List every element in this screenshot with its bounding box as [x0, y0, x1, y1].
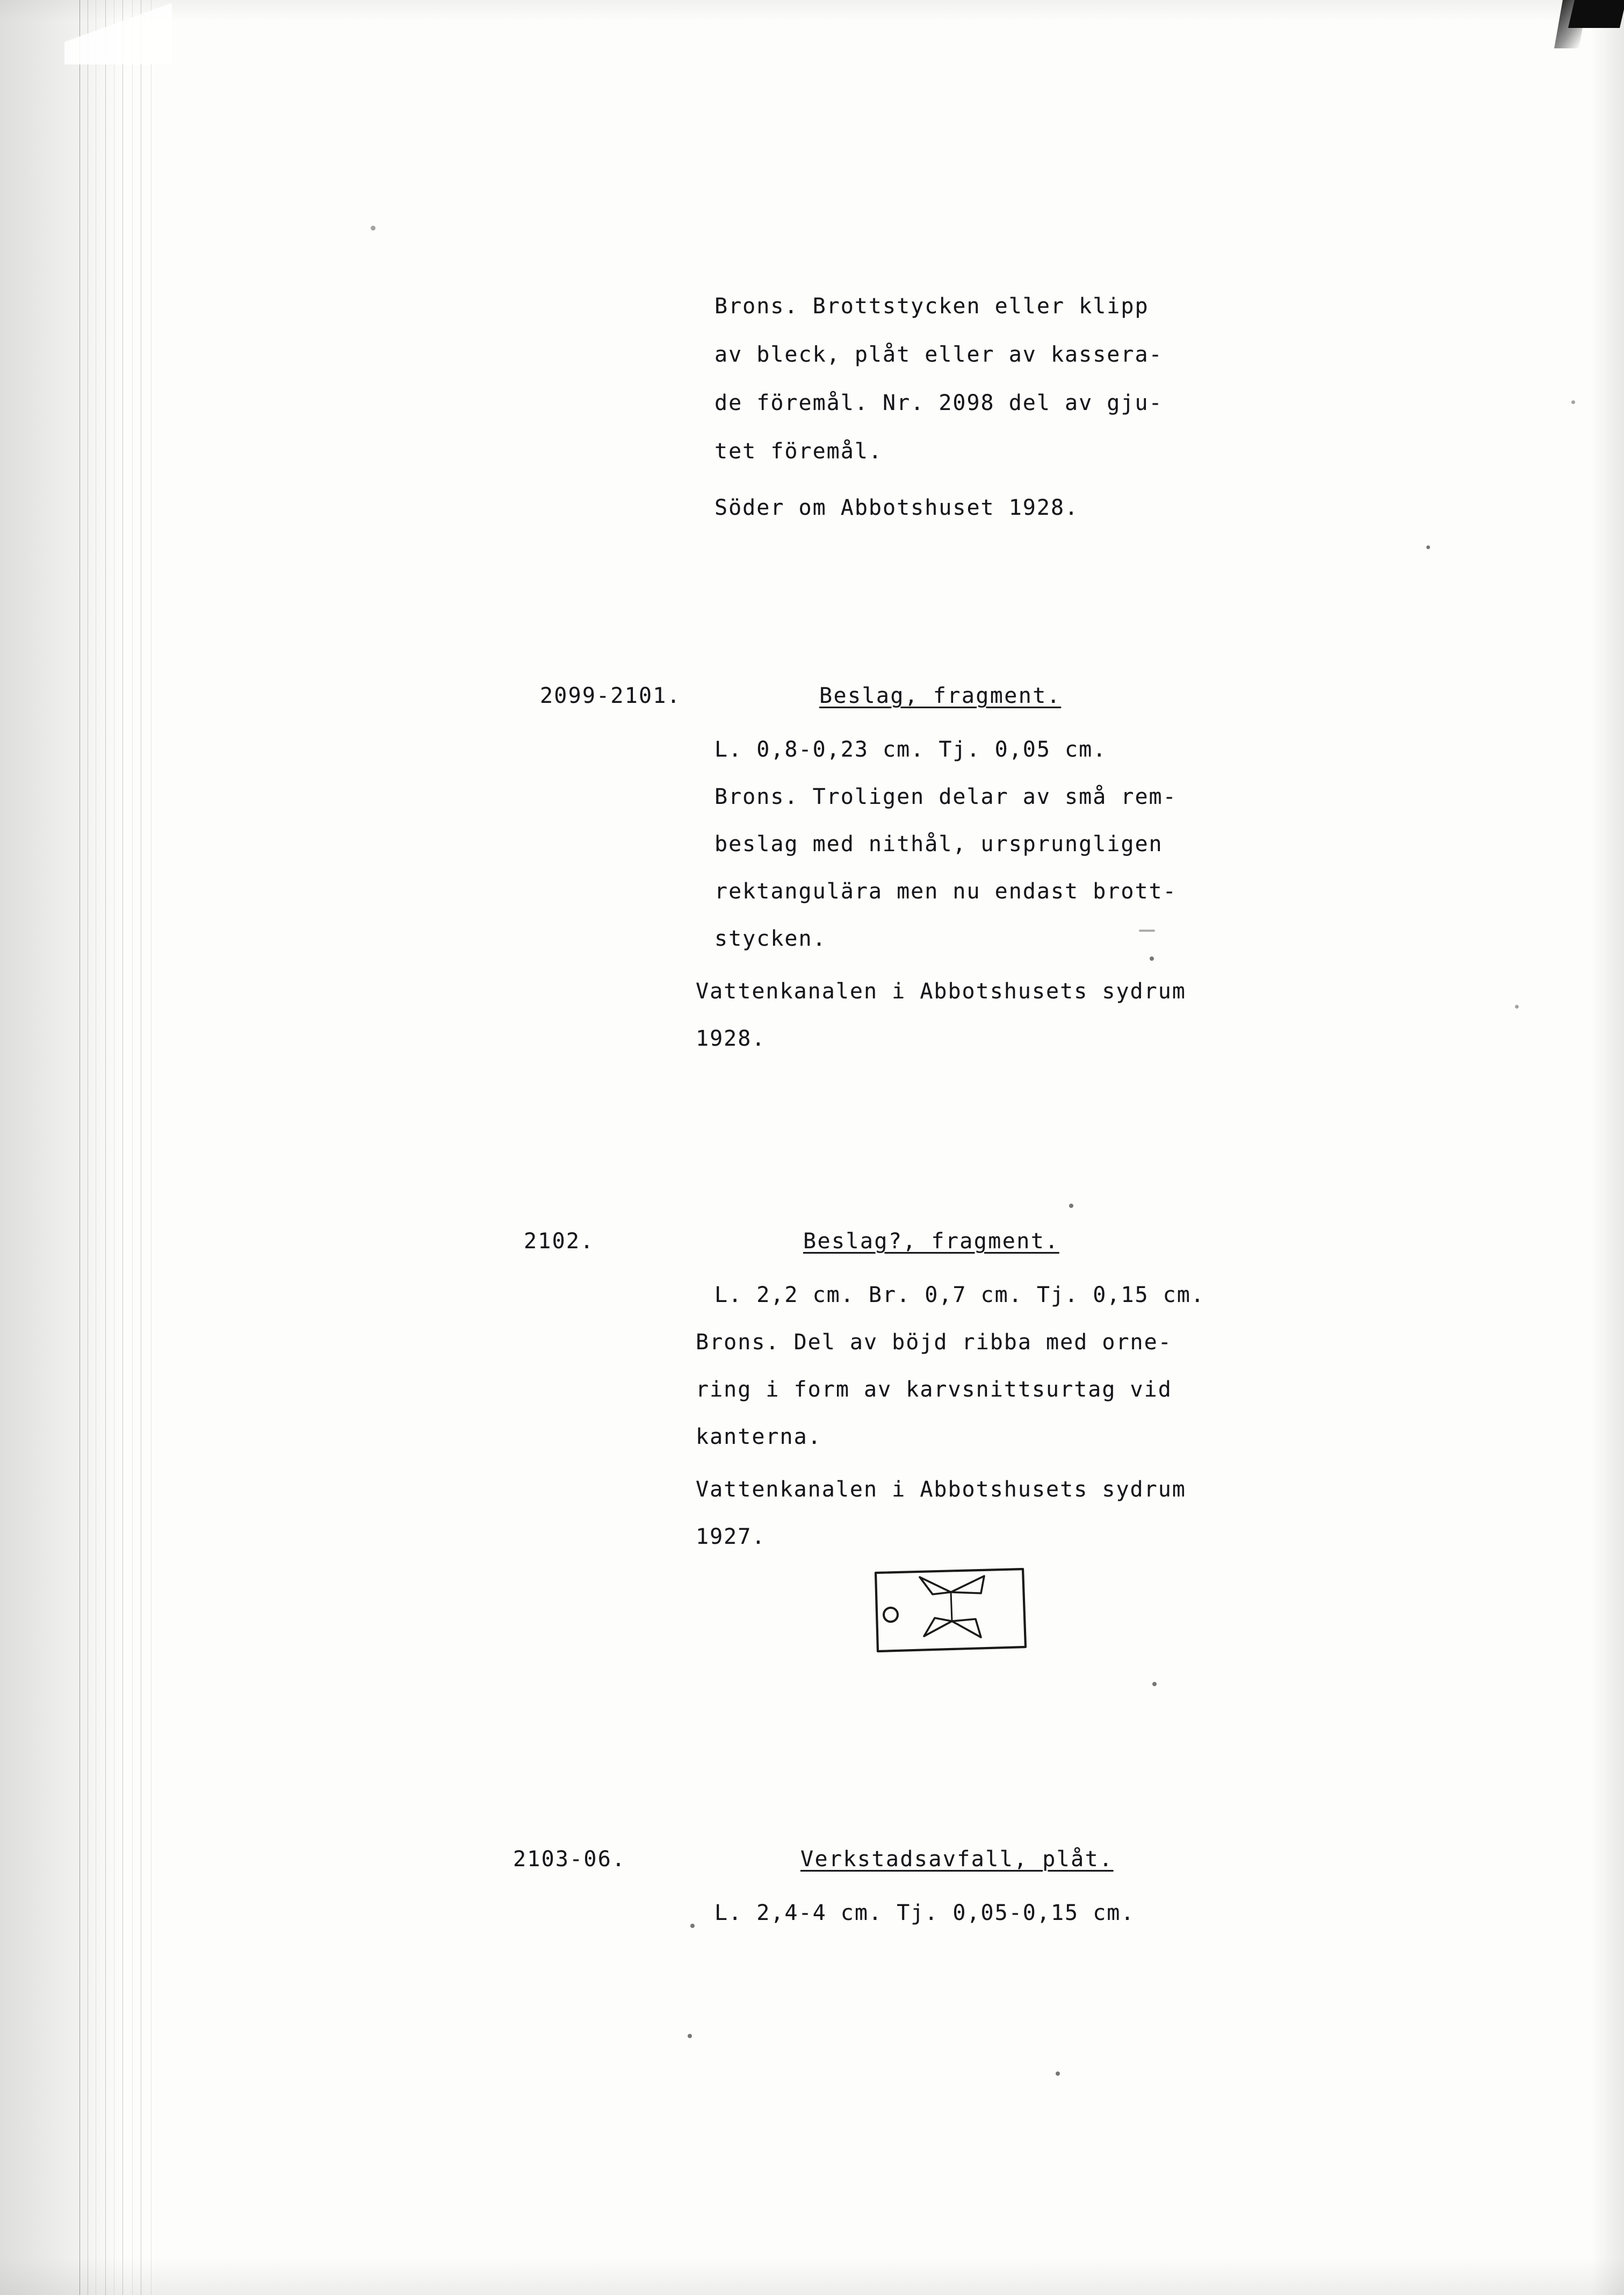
entry-text-line: L. 0,8-0,23 cm. Tj. 0,05 cm.	[714, 737, 1107, 762]
entry-text-line: L. 2,4-4 cm. Tj. 0,05-0,15 cm.	[714, 1901, 1135, 1925]
entry-title: Verkstadsavfall, plåt.	[800, 1847, 1114, 1872]
entry-number: 2103-06.	[513, 1847, 626, 1872]
ink-speck	[1152, 1682, 1157, 1686]
entry-text-line: Söder om Abbotshuset 1928.	[714, 495, 1079, 520]
entry-title: Beslag, fragment.	[819, 684, 1062, 708]
entry-text-line: stycken.	[714, 926, 827, 951]
entry-text-line: de föremål. Nr. 2098 del av gju-	[714, 391, 1163, 415]
entry-text-line: Vattenkanalen i Abbotshusets sydrum	[696, 979, 1186, 1004]
entry-text-line: kanterna.	[696, 1425, 822, 1449]
ink-speck	[1139, 930, 1155, 932]
ink-speck	[1426, 545, 1430, 549]
ink-speck	[1571, 400, 1575, 404]
entry-text-line: Brons. Del av böjd ribba med orne-	[696, 1330, 1172, 1355]
ink-speck	[371, 226, 376, 231]
entry-text-line: av bleck, plåt eller av kassera-	[714, 342, 1163, 367]
entry-text-line: Brons. Troligen delar av små rem-	[714, 785, 1177, 809]
ink-speck	[688, 2034, 692, 2038]
entry-text-line: rektangulära men nu endast brott-	[714, 879, 1177, 904]
entry-text-line: L. 2,2 cm. Br. 0,7 cm. Tj. 0,15 cm.	[714, 1283, 1205, 1307]
hand-drawn-object-sketch	[870, 1561, 1031, 1660]
entry-text-line: 1928.	[696, 1026, 766, 1051]
ink-speck	[1150, 956, 1154, 961]
ink-speck	[1056, 2071, 1060, 2076]
ink-speck	[690, 1924, 695, 1928]
entry-number: 2099-2101.	[540, 684, 681, 708]
entry-text-line: Vattenkanalen i Abbotshusets sydrum	[696, 1477, 1186, 1502]
entry-text-line: beslag med nithål, ursprungligen	[714, 832, 1163, 857]
ink-speck	[1515, 1005, 1519, 1009]
entry-text-line: 1927.	[696, 1524, 766, 1549]
entry-number: 2102.	[524, 1229, 595, 1254]
ink-speck	[1069, 1204, 1073, 1208]
entry-text-line: Brons. Brottstycken eller klipp	[714, 294, 1149, 319]
entry-text-line: tet föremål.	[714, 439, 883, 464]
entry-text-line: ring i form av karvsnittsurtag vid	[696, 1377, 1172, 1402]
entry-title: Beslag?, fragment.	[803, 1229, 1059, 1254]
